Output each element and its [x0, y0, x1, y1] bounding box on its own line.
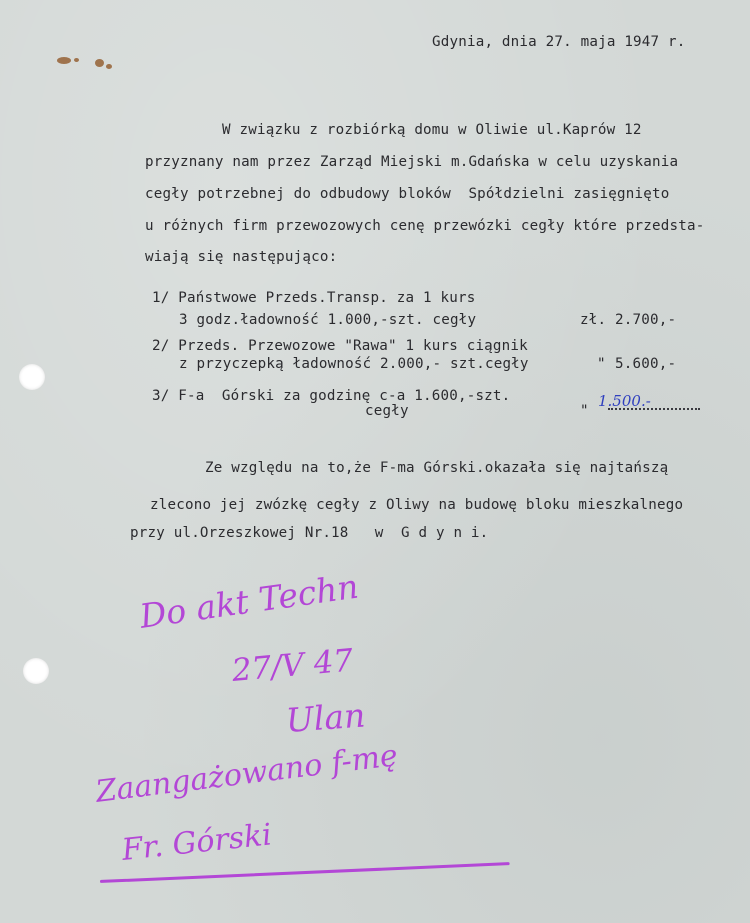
quote-amount: 2.700,- — [615, 312, 677, 328]
rust-stain — [106, 64, 112, 69]
quote-line: z przyczepką ładowność 2.000,- szt.cegły — [179, 356, 529, 372]
rust-stain — [57, 57, 71, 64]
quote-line: 3/ F-a Górski za godzinę c-a 1.600,-szt. — [152, 388, 511, 404]
punch-hole — [23, 658, 49, 684]
date-line: Gdynia, dnia 27. maja 1947 r. — [432, 34, 686, 50]
paragraph2-line: Ze względu na to,że F-ma Górski.okazała się najtańszą — [205, 460, 669, 476]
currency-label: zł. — [580, 312, 607, 328]
handwritten-note-line: Fr. Górski — [120, 817, 274, 868]
punch-hole — [19, 364, 45, 390]
quote-line: 2/ Przeds. Przewozowe "Rawa" 1 kurs ciągnik — [152, 338, 528, 354]
paragraph2-line: zlecono jej zwózkę cegły z Oliwy na budowę bloku mieszkalnego — [150, 497, 684, 513]
quote-line: 3 godz.ładowność 1.000,-szt. cegły — [179, 312, 477, 328]
handwritten-amount: 1.500.- — [598, 392, 651, 410]
rust-stain — [74, 58, 79, 62]
rust-stain — [95, 59, 104, 67]
paragraph1-line: u różnych firm przewozowych cenę przewózki cegły które przedsta- — [145, 218, 705, 234]
quote-line: 1/ Państwowe Przeds.Transp. za 1 kurs — [152, 290, 476, 306]
handwritten-signature: Ulan — [284, 695, 367, 740]
handwritten-note-line: 27/V 47 — [230, 642, 355, 689]
ditto-mark: " — [580, 403, 589, 419]
paragraph2-line: przy ul.Orzeszkowej Nr.18 w G d y n i. — [130, 525, 489, 541]
handwritten-underline — [100, 862, 510, 883]
paragraph1-line: przyznany nam przez Zarząd Miejski m.Gdańska w celu uzyskania — [145, 154, 679, 170]
paragraph1-line: W związku z rozbiórką domu w Oliwie ul.Kaprów 12 — [222, 122, 642, 138]
paragraph1-line: wiają się następująco: — [145, 249, 338, 265]
paragraph1-line: cegły potrzebnej do odbudowy bloków Spółdzielni zasięgnięto — [145, 186, 670, 202]
quote-amount: 5.600,- — [615, 356, 677, 372]
ditto-mark: " — [597, 356, 606, 372]
dotted-fill-line — [608, 408, 700, 410]
quote-line: cegły — [365, 403, 409, 419]
handwritten-note-line: Do akt Techn — [137, 566, 361, 636]
handwritten-note-line: Zaangażowano f-mę — [93, 738, 400, 810]
